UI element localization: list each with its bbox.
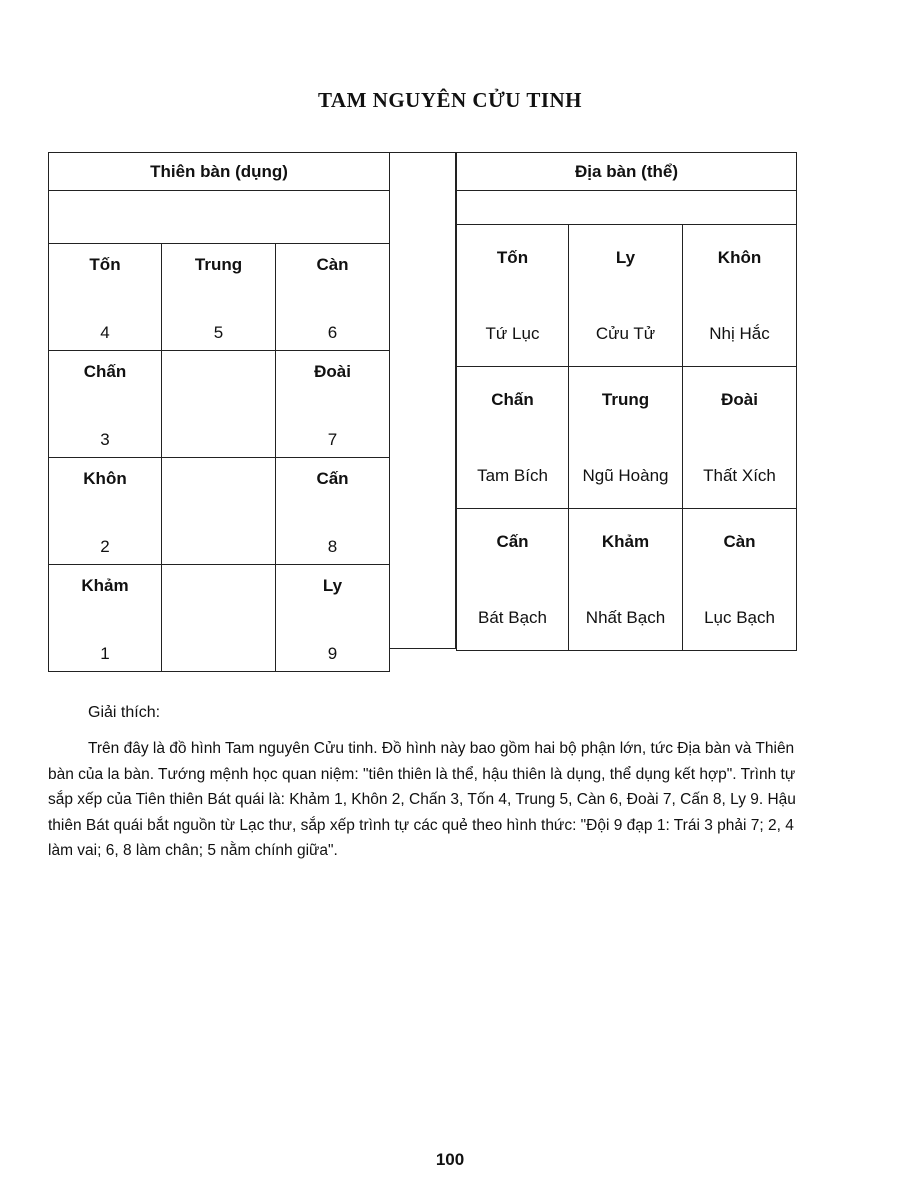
- earth-cell: [683, 367, 797, 509]
- heaven-cell: [162, 565, 276, 672]
- earth-trigram-name: Càn: [723, 531, 756, 551]
- heaven-cell: [162, 458, 276, 565]
- earth-trigram-name: Tốn: [496, 247, 529, 267]
- heaven-trigram-name: Khảm: [81, 576, 129, 595]
- earth-trigram-value: Tam Bích: [477, 465, 548, 485]
- earth-trigram-name: Đoài: [721, 389, 758, 409]
- earth-cell: [569, 367, 683, 509]
- heaven-row: [49, 458, 390, 565]
- heaven-trigram-name: Càn: [316, 255, 349, 274]
- heaven-trigram-name: Đoài: [314, 362, 351, 381]
- heaven-cell: [276, 244, 390, 351]
- heaven-row: [49, 244, 390, 351]
- earth-cell: [569, 509, 683, 651]
- earth-trigram-value: Nhị Hắc: [709, 323, 770, 343]
- heaven-trigram-value: 7: [327, 430, 338, 449]
- earth-cell: [457, 509, 569, 651]
- heaven-row: [49, 351, 390, 458]
- heaven-cell: [276, 351, 390, 458]
- earth-trigram-name: Trung: [601, 389, 650, 409]
- earth-trigram-value: Thất Xích: [703, 465, 776, 485]
- heaven-trigram-value: 5: [213, 323, 224, 342]
- earth-trigram-value: Lục Bạch: [704, 607, 775, 627]
- heaven-plate-empty-row: [49, 191, 390, 244]
- earth-trigram-name: Ly: [615, 247, 636, 267]
- earth-trigram-value: Bát Bạch: [478, 607, 547, 627]
- earth-plate-empty-row: [457, 191, 797, 225]
- earth-trigram-name: Khôn: [717, 247, 762, 267]
- explanation-text: Trên đây là đồ hình Tam nguyên Cửu tinh. Đồ hình này bao gồm hai bộ phận lớn, tức Địa bàn và Thiên bàn của la bàn. Tướng mệnh học quan niệm: "tiên thiên là thể, hậu thiên là dụng, thể dụng kết hợp". Trình tự sắp xếp của Tiên thiên Bát quái là: Khảm 1, Khôn 2, Chấn 3, Tốn 4, Trung 5, Càn 6, Đoài 7, Cấn 8, Ly 9. Hậu thiên Bát quái bắt nguồn từ Lạc thư, sắp xếp trình tự các quẻ theo hình thức: "Đội 9 đạp 1: Trái 3 phải 7; 2, 4 làm vai; 6, 8 làm chân; 5 nằm chính giữa".: [48, 740, 796, 859]
- heaven-trigram-name: Cấn: [316, 469, 349, 488]
- heaven-trigram-value: 2: [100, 537, 110, 556]
- table-separator: [389, 152, 456, 649]
- page-title: TAM NGUYÊN CỬU TINH: [317, 88, 583, 112]
- heaven-cell: [49, 244, 162, 351]
- heaven-trigram-name: Ly: [322, 576, 343, 595]
- heaven-trigram-name: Chấn: [83, 362, 127, 381]
- earth-row: [457, 225, 797, 367]
- explanation-label: Giải thích:: [88, 704, 161, 721]
- heaven-trigram-value: 9: [327, 644, 338, 663]
- earth-cell: [569, 225, 683, 367]
- earth-trigram-value: Tứ Lục: [485, 323, 540, 343]
- heaven-cell: [49, 458, 162, 565]
- earth-trigram-value: Ngũ Hoàng: [582, 465, 669, 485]
- heaven-plate-table: [48, 152, 390, 672]
- earth-trigram-value: Nhất Bạch: [585, 607, 666, 627]
- heaven-trigram-value: 8: [327, 537, 338, 556]
- heaven-trigram-name: Trung: [194, 255, 243, 274]
- heaven-cell: [276, 565, 390, 672]
- heaven-cell: [49, 565, 162, 672]
- heaven-trigram-value: 3: [100, 430, 110, 449]
- earth-cell: [457, 225, 569, 367]
- heaven-trigram-value: 4: [100, 323, 110, 342]
- earth-plate-table: [456, 152, 797, 651]
- earth-trigram-value: Cửu Tử: [595, 323, 656, 343]
- heaven-cell: [162, 351, 276, 458]
- heaven-trigram-name: Tốn: [89, 255, 121, 274]
- earth-row: [457, 367, 797, 509]
- heaven-row: [49, 565, 390, 672]
- heaven-plate-header: Thiên bàn (dụng): [49, 153, 390, 191]
- earth-row: [457, 509, 797, 651]
- earth-trigram-name: Chấn: [491, 389, 534, 409]
- heaven-trigram-value: 6: [327, 323, 338, 342]
- earth-cell: [457, 367, 569, 509]
- earth-trigram-name: Cấn: [496, 531, 529, 551]
- earth-trigram-name: Khảm: [601, 531, 650, 551]
- earth-plate-header: Địa bàn (thể): [457, 153, 797, 191]
- page-number: 100: [435, 1150, 465, 1169]
- heaven-cell: [49, 351, 162, 458]
- earth-cell: [683, 509, 797, 651]
- heaven-trigram-name: Khôn: [83, 469, 127, 488]
- heaven-cell: [276, 458, 390, 565]
- heaven-trigram-value: 1: [100, 644, 110, 663]
- earth-cell: [683, 225, 797, 367]
- heaven-cell: [162, 244, 276, 351]
